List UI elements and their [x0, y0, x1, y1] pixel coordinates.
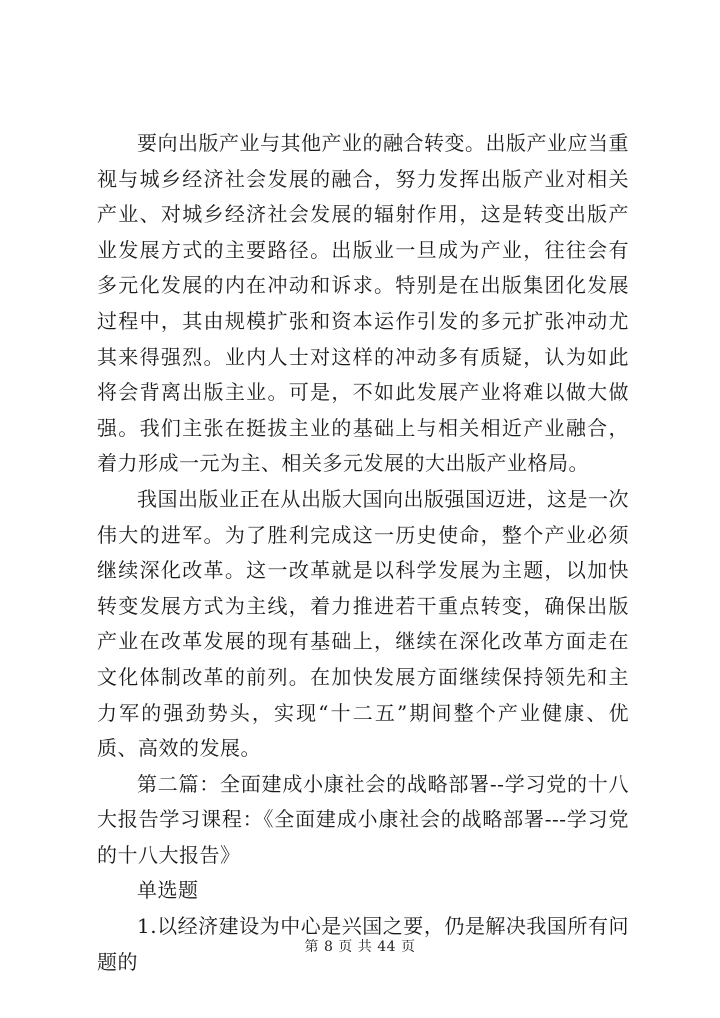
question-item-1: 1.以经济建设为中心是兴国之要，仍是解决我国所有问题的 — [97, 914, 629, 974]
paragraph-publishing-integration: 要向出版产业与其他产业的融合转变。出版产业应当重视与城乡经济社会发展的融合，努力发挥出版产业对相关产业、对城乡经济社会发展的辐射作用，这是转变出版产业发展方式的主要路径。出版业一旦成为产业，往往会有多元化发展的内在冲动和诉求。特别是在出版集团化发展过程中，其由规模扩张和资本运作引发的多元扩张冲动尤其来得强烈。业内人士对这样的冲动多有质疑，认为如此将会背离出版主业。可是，不如此发展产业将难以做大做强。我们主张在挺拔主业的基础上与相关相近产业融合，着力形成一元为主、相关多元发展的大出版产业格局。 — [97, 131, 629, 476]
paragraph-publishing-reform: 我国出版业正在从出版大国向出版强国迈进，这是一次伟大的进军。为了胜利完成这一历史使命，整个产业必须继续深化改革。这一改革就是以科学发展为主题，以加快转变发展方式为主线，着力推进若干重点转变，确保出版产业在改革发展的现有基础上，继续在深化改革方面走在文化体制改革的前列。在加快发展方面继续保持领先和主力军的强劲势头，实现“十二五”期间整个产业健康、优质、高效的发展。 — [97, 486, 629, 761]
document-body — [97, 126, 629, 980]
page-footer: 第 8 页 共 44 页 — [304, 939, 416, 955]
section-heading-part-two: 第二篇：全面建成小康社会的战略部署--学习党的十八大报告学习课程：《全面建成小康社会的战略部署---学习党的十八大报告》 — [97, 771, 629, 867]
question-type-label: 单选题 — [137, 878, 199, 903]
